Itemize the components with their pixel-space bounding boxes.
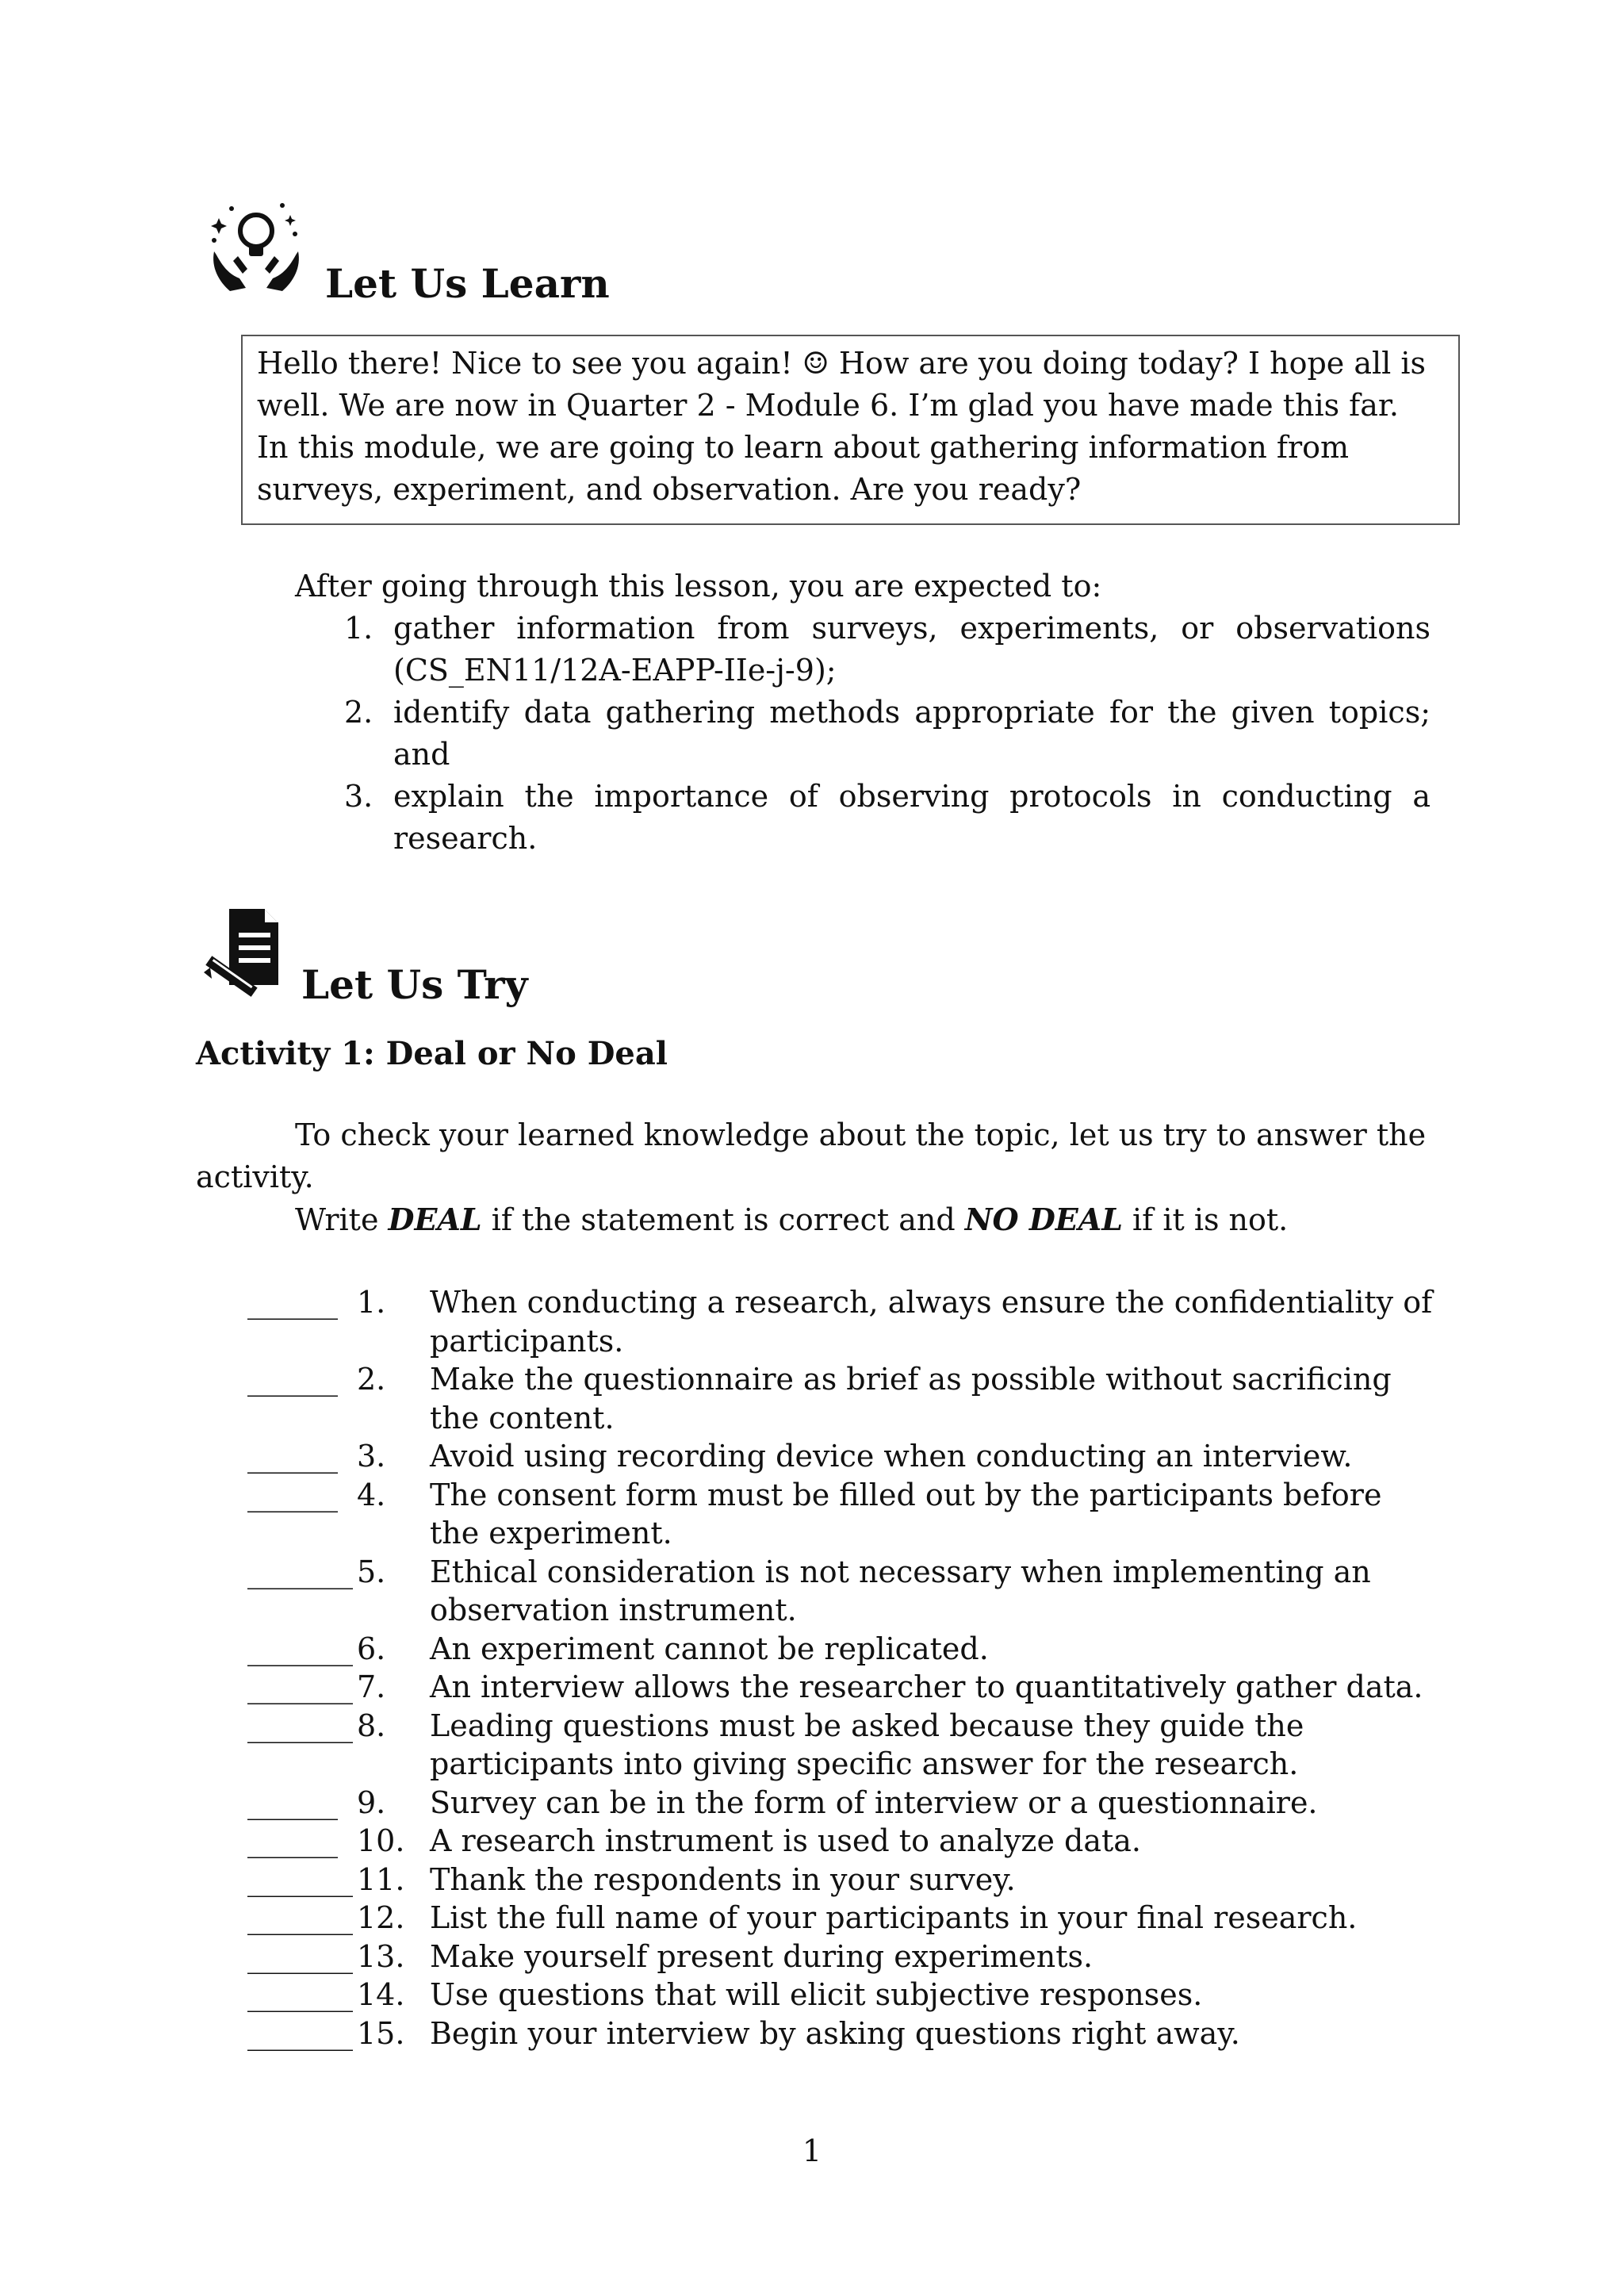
list-item [247,1822,1437,1861]
item-text: Use questions that will elicit subjective responses. [430,1977,1203,2012]
instruction-mid: if the statement is correct and [481,1202,965,1237]
answer-blank[interactable]: _______ [247,1631,353,1666]
list-item [247,1668,1437,1707]
list-item [247,1476,1437,1553]
document-pencil-icon [202,906,282,998]
item-number: 15. [357,2015,405,2051]
answer-blank[interactable]: ______ [247,1477,338,1512]
answer-blank[interactable]: ______ [247,1362,338,1397]
item-text: Make the questionnaire as brief as possible without sacrificing the content. [430,1362,1392,1435]
item-number: 2. [357,1362,386,1397]
activity-items [247,1283,1437,2053]
item-number: 7. [357,1669,386,1704]
activity-instructions [196,1114,1431,1241]
page-number: 1 [802,2133,822,2168]
answer-blank[interactable]: _______ [247,1938,353,1974]
item-number: 5. [357,1554,386,1589]
item-number: 12. [357,1900,405,1935]
list-item [247,1899,1437,1938]
answer-blank[interactable]: _______ [247,1669,353,1704]
intro-line: Hello there! Nice to see you again! ☺ How are you doing today? I hope all is [257,346,1427,381]
item-text: An experiment cannot be replicated. [430,1631,989,1666]
deal-keyword: DEAL [388,1202,482,1237]
list-item [247,1861,1437,1899]
list-item [247,1630,1437,1669]
item-text: Begin your interview by asking questions right away. [430,2015,1240,2051]
no-deal-keyword: NO DEAL [964,1202,1123,1237]
item-number: 14. [357,1977,405,2012]
answer-blank[interactable]: ______ [247,1784,338,1820]
list-item [247,1360,1437,1437]
item-text: Thank the respondents in your survey. [430,1861,1016,1897]
objective-item [295,692,1431,776]
objective-number: 2. [344,695,373,730]
activity-title: Activity 1: Deal or No Deal [196,1035,668,1072]
answer-blank[interactable]: _______ [247,1900,353,1935]
item-number: 6. [357,1631,386,1666]
item-text: Ethical consideration is not necessary when implementing an observation instrument. [430,1554,1371,1627]
item-text: List the full name of your participants in your final research. [430,1900,1358,1935]
objectives-list [295,608,1431,860]
answer-blank[interactable]: _______ [247,1977,353,2012]
answer-blank[interactable]: _______ [247,1554,353,1589]
objective-text: identify data gathering methods appropriate for the given topics; and [393,695,1431,772]
item-number: 13. [357,1938,405,1974]
objective-item [295,608,1431,692]
list-item [247,1553,1437,1630]
section-heading-try: Let Us Try [301,961,528,1008]
objective-text: gather information from surveys, experiments, or observations (CS_EN11/12A-EAPP-IIe-j-9); [393,611,1431,688]
intro-box [241,335,1460,525]
answer-blank[interactable]: ______ [247,1439,338,1474]
item-number: 4. [357,1477,386,1512]
item-number: 10. [357,1823,405,1858]
instruction-write [196,1198,1431,1241]
intro-line: well. We are now in Quarter 2 - Module 6. I’m glad you have made this far. [257,388,1399,423]
answer-blank[interactable]: _______ [247,2015,353,2051]
objectives-lead: After going through this lesson, you are expected to: [295,569,1102,604]
instruction-pre: Write [295,1202,389,1237]
objective-number: 3. [344,779,373,814]
list-item [247,1707,1437,1784]
instruction-text: To check your learned knowledge about the topic, let us try to answer the activity. [196,1117,1427,1194]
item-text: Avoid using recording device when conducting an interview. [430,1439,1353,1474]
section-heading-learn: Let Us Learn [325,260,610,307]
objective-item [295,776,1431,860]
hands-lightbulb-icon [208,202,304,293]
objective-number: 1. [344,611,373,646]
item-text: Leading questions must be asked because they guide the participants into giving specific answer for the research. [430,1708,1304,1781]
list-item [247,1283,1437,1360]
item-number: 1. [357,1285,386,1320]
objectives [295,565,1431,860]
answer-blank[interactable]: _______ [247,1708,353,1743]
answer-blank[interactable]: ______ [247,1285,338,1320]
item-text: An interview allows the researcher to quantitatively gather data. [430,1669,1423,1704]
list-item [247,1976,1437,2014]
item-text: Survey can be in the form of interview or a questionnaire. [430,1784,1318,1820]
list-item [247,1784,1437,1823]
list-item [247,2014,1437,2053]
answer-blank[interactable]: ______ [247,1823,338,1858]
intro-line: surveys, experiment, and observation. Are you ready? [257,472,1082,507]
instruction-post: if it is not. [1122,1202,1289,1237]
answer-blank[interactable]: _______ [247,1861,353,1897]
item-text: A research instrument is used to analyze data. [430,1823,1142,1858]
item-number: 9. [357,1784,386,1820]
item-text: The consent form must be filled out by the participants before the experiment. [430,1477,1382,1550]
item-number: 11. [357,1861,405,1897]
objective-text: explain the importance of observing protocols in conducting a research. [393,779,1431,856]
list-item [247,1437,1437,1476]
intro-line: In this module, we are going to learn about gathering information from [257,430,1350,465]
item-number: 8. [357,1708,386,1743]
item-text: When conducting a research, always ensure the confidentiality of participants. [430,1285,1433,1359]
item-number: 3. [357,1439,386,1474]
item-text: Make yourself present during experiments. [430,1938,1094,1974]
list-item [247,1938,1437,1976]
